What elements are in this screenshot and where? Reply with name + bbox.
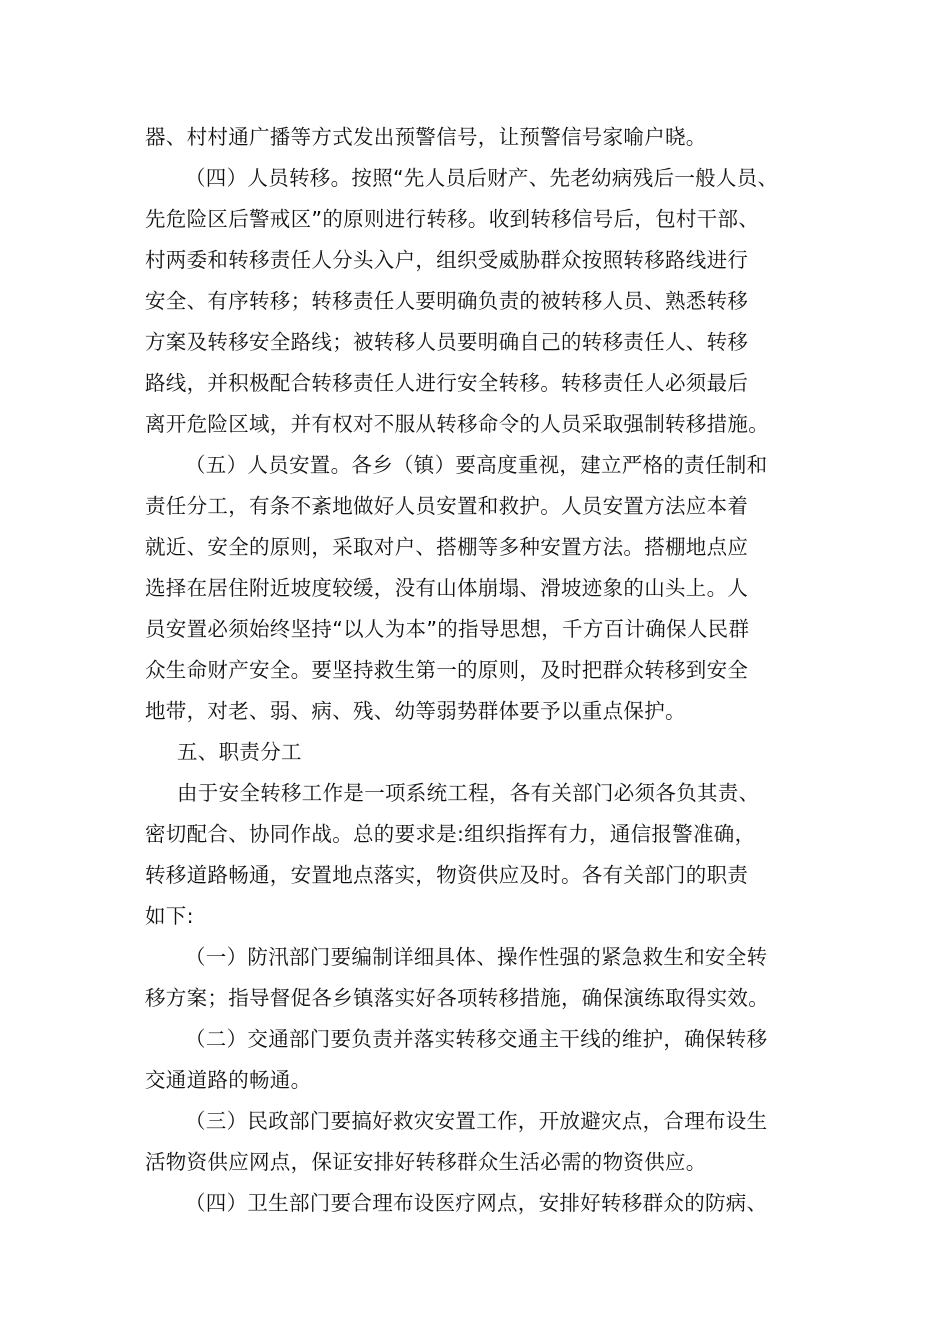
paragraph-heading-line: （五）人员安置。各乡（镇）要高度重视，建立严格的责任制和 [185, 453, 768, 477]
text-line: 选择在居住附近坡度较缓，没有山体崩塌、滑坡迹象的山头上。人 [145, 576, 749, 600]
text-line: 地带，对老、弱、病、残、幼等弱势群体要予以重点保护。 [145, 699, 686, 723]
text-line: 众生命财产安全。要坚持救生第一的原则，及时把群众转移到安全 [145, 658, 749, 682]
text-line: 移方案；指导督促各乡镇落实好各项转移措施，确保演练取得实效。 [145, 986, 769, 1010]
paragraph-heading-line: （四）人员转移。按照“先人员后财产、先老幼病残后一般人员、 [185, 166, 779, 190]
text-line: 责任分工，有条不紊地做好人员安置和救护。人员安置方法应本着 [145, 494, 749, 518]
text-line: 路线，并积极配合转移责任人进行安全转移。转移责任人必须最后 [145, 371, 749, 395]
text-line: 先危险区后警戒区”的原则进行转移。收到转移信号后，包村干部、 [145, 207, 760, 231]
text-line: 村两委和转移责任人分头入户，组织受威胁群众按照转移路线进行 [145, 248, 749, 272]
text-line: 转移道路畅通，安置地点落实，物资供应及时。各有关部门的职责 [145, 863, 749, 887]
paragraph-start-line: 由于安全转移工作是一项系统工程，各有关部门必须各负其责、 [177, 781, 760, 805]
paragraph-heading-line: （三）民政部门要搞好救灾安置工作，开放避灾点，合理布设生 [185, 1109, 768, 1133]
text-line: 器、村村通广播等方式发出预警信号，让预警信号家喻户晓。 [145, 125, 707, 149]
paragraph-heading-line: （四）卫生部门要合理布设医疗网点，安排好转移群众的防病、 [185, 1191, 768, 1215]
text-line: 活物资供应网点，保证安排好转移群众生活必需的物资供应。 [145, 1150, 707, 1174]
text-line: 密切配合、协同作战。总的要求是:组织指挥有力，通信报警准确， [145, 822, 756, 846]
text-line: 离开危险区域，并有权对不服从转移命令的人员采取强制转移措施。 [145, 412, 769, 436]
text-line: 如下: [145, 904, 194, 928]
paragraph-heading-line: （一）防汛部门要编制详细具体、操作性强的紧急救生和安全转 [185, 945, 768, 969]
text-line: 方案及转移安全路线；被转移人员要明确自己的转移责任人、转移 [145, 330, 749, 354]
paragraph-heading-line: （二）交通部门要负责并落实转移交通主干线的维护，确保转移 [185, 1027, 768, 1051]
text-line: 员安置必须始终坚持“以人为本”的指导思想，千方百计确保人民群 [145, 617, 750, 641]
document-body [145, 117, 825, 1224]
text-line: 就近、安全的原则，采取对户、搭棚等多种安置方法。搭棚地点应 [145, 535, 749, 559]
text-line: 交通道路的畅通。 [145, 1068, 312, 1092]
text-line: 安全、有序转移；转移责任人要明确负责的被转移人员、熟悉转移 [145, 289, 749, 313]
section-heading: 五、职责分工 [177, 740, 302, 764]
